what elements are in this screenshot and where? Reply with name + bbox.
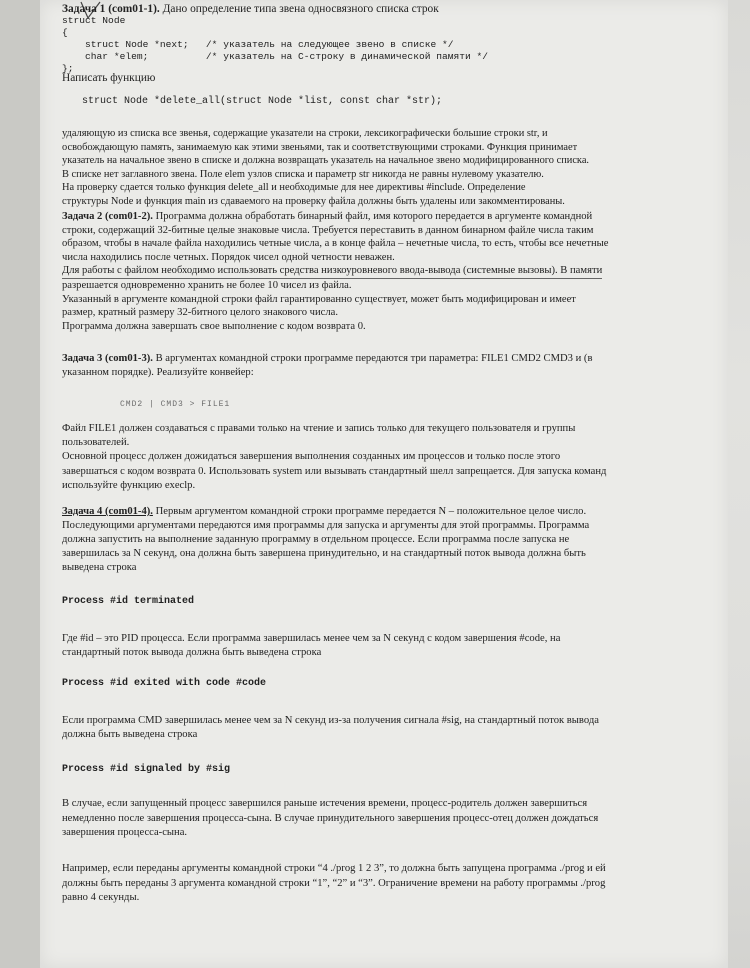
task3-pipeline: CMD2 | CMD3 > FILE1 — [120, 400, 231, 409]
task4-p3-line: В случае, если запущенный процесс завершился раньше истечения времени, процесс-родитель должен завершиться — [62, 798, 588, 809]
task2-line: Программа должна завершать свое выполнение с кодом возврата 0. — [62, 320, 366, 332]
task3-after-line: используйте функцию execlp. — [62, 479, 196, 491]
task3-line: В аргументах командной строки программе передаются три параметра: FILE1 CMD2 CMD3 и (в — [152, 353, 593, 364]
task2-line: Для работы с файлом необходимо использовать средства низкоуровневого ввода-вывода (системные вызовы). В памяти — [62, 264, 602, 279]
task3-header: Задача 3 (com01-3). — [62, 353, 153, 364]
task1-header-rest: Дано определение типа звена односвязного списка строк — [159, 3, 439, 15]
task4-line: завершилась за N секунд, она должна быть завершена принудительно, и на стандартный поток вывода должна быть — [62, 548, 586, 559]
task1-signature: struct Node *delete_all(struct Node *list, const char *str); — [82, 96, 443, 107]
task4-p2-line: Если программа CMD завершилась менее чем за N секунд из-за получения сигнала #sig, на стандартный поток вывода — [62, 715, 599, 726]
task1-description — [62, 127, 589, 208]
task2-line: Указанный в аргументе командной строки файл гарантированно существует, может быть модифицирован и имеет — [62, 293, 576, 305]
output-terminated: Process #id terminated — [62, 596, 195, 607]
task1-line: структуры Node и функция main из сдаваемого на проверку файла должны быть удалены или закомментированы. — [62, 195, 565, 207]
output-signaled: Process #id signaled by #sig — [62, 764, 231, 775]
task4-para2 — [62, 714, 599, 742]
task2-line: образом, чтобы в начале файла находились четные числа, а в конце файла – нечетные числа, то есть, чтобы все нечетные — [62, 238, 609, 250]
task4-para1 — [62, 632, 560, 660]
task1-line: указатель на начальное звено в списке и должна возвращать указатель на начальное звено модифицированного списка. — [62, 155, 590, 166]
task4-line: выведена строка — [62, 562, 137, 573]
task3-line: указанном порядке). Реализуйте конвейер: — [62, 366, 254, 378]
task1-line: освобождающую память, занимаемую как этими звеньями, так и соответствующими строками. Функция принимает — [62, 141, 578, 153]
task4-p4-line: Например, если переданы аргументы командной строки “4 ./prog 1 2 3”, то должна быть запущена программа ./prog и ей — [62, 863, 606, 874]
task4-p1-line: стандартный поток вывода должна быть выведена строка — [62, 647, 322, 658]
task2-line: числа находились после четных. Порядок чисел одной четности неважен. — [62, 251, 395, 263]
task1-write-function: Написать функцию — [62, 72, 156, 84]
task3-block — [62, 352, 592, 379]
task4-p1-line: Где #id – это PID процесса. Если программа завершилась менее чем за N секунд с кодом завершения #code, на — [62, 633, 561, 644]
task3-after — [62, 422, 606, 493]
task2-line: размер, кратный размеру 32-битного целого знакового числа. — [62, 307, 339, 319]
task1-line: На проверку сдается только функция delete_all и необходимые для нее директивы #include. Определение — [62, 182, 526, 193]
task4-p3-line: завершения процесса-сына. — [62, 827, 188, 838]
task4-block — [62, 505, 589, 575]
task3-after-line: Файл FILE1 должен создаваться с правами только на чтение и запись только для текущего пользователя и группы — [62, 423, 576, 434]
task4-example — [62, 862, 606, 906]
task4-line: Последующими аргументами передаются имя программы для запуска и аргументы для этой программы. Программа — [62, 520, 590, 531]
task1-header: Задача 1 (com01-1). — [62, 3, 160, 15]
output-exited: Process #id exited with code #code — [62, 678, 267, 689]
task1-line: В списке нет заглавного звена. Поле elem узлов списка и параметр str никогда не равны нулевому указателю. — [62, 168, 544, 180]
task3-after-line: завершаться с кодом возврата 0. Использовать system или вызывать стандартный шелл запрещается. Для запуска команд — [62, 465, 607, 477]
task2-line: разрешается одновременно хранить не более 10 чисел из файла. — [62, 279, 352, 291]
task2-block — [62, 210, 608, 333]
task4-p4-line: равно 4 секунды. — [62, 892, 140, 903]
task2-header: Задача 2 (com01-2). — [62, 211, 153, 222]
task4-p4-line: должны быть переданы 3 аргумента командной строки “1”, “2” и “3”. Ограничение времени на работу программы ./prog — [62, 877, 606, 889]
task4-line: должна запустить на выполнение заданную программу в отдельном процессе. Если программа после запуска не — [62, 534, 570, 545]
task4-p3-line: немедленно после завершения процесса-сына. В случае принудительного завершения процесс-отец должен дождаться — [62, 812, 599, 824]
task4-header: Задача 4 (com01-4). — [62, 506, 153, 517]
task1-struct-code: struct Node { struct Node *next; /* указатель на следующее звено в списке */ char *elem; /* указатель на C-строку в динамической памяти */ }; — [62, 15, 489, 74]
task1-line: удаляющую из списка все звенья, содержащие указатели на строки, лексикографически большие строки str, и — [62, 128, 548, 139]
task3-after-line: пользователей. — [62, 437, 130, 449]
task4-para3 — [62, 797, 598, 841]
task4-line: Первым аргументом командной строки программе передается N – положительное целое число. — [152, 506, 587, 517]
task2-line: Программа должна обработать бинарный файл, имя которого передается в аргументе командной — [152, 211, 593, 222]
task4-p2-line: должна быть выведена строка — [62, 729, 198, 740]
task2-line: строки, содержащий 32-битные целые знаковые числа. Требуется переставить в данном бинарном файле числа таким — [62, 224, 594, 236]
page-edge-shadow — [0, 0, 40, 968]
task3-after-line: Основной процесс должен дожидаться завершения выполнения созданных им процессов и только после этого — [62, 451, 561, 463]
